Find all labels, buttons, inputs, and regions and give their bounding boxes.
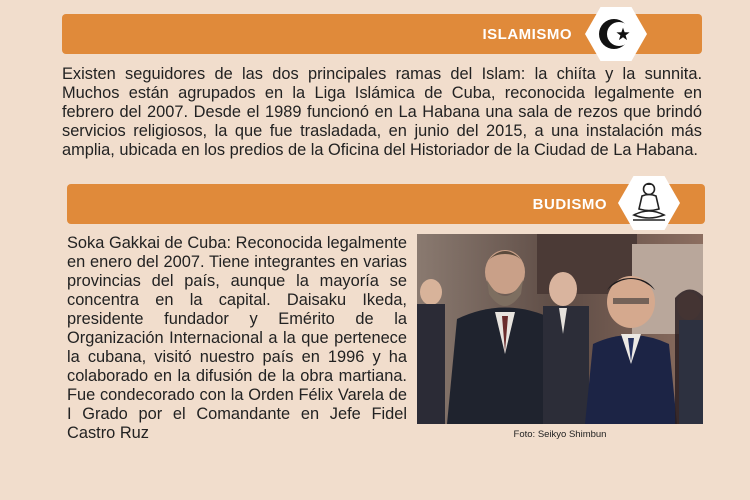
budismo-header-bar [67, 184, 705, 224]
islamismo-title: ISLAMISMO [482, 25, 572, 43]
budismo-title: BUDISMO [532, 195, 607, 213]
budismo-paragraph: Soka Gakkai de Cuba: Reconocida legalmente en enero del 2007. Tiene integrantes en varias provincias del país, aunque la mayoría se concentra en la capital. Daisaku Ikeda, presidente fundador y Emérito de la Organización Internacional a la que pertenece la cubana, visitó nuestro país en 1996 y ha colaborado en la difusión de la obra martiana. Fue condecorado con la Orden Félix Varela de I Grado por el Comandante en Jefe Fidel Castro Ruz [67, 234, 407, 442]
islamismo-paragraph: Existen seguidores de las dos principales ramas del Islam: la chiíta y la sunnita. Muchos están agrupados en la Liga Islámica de Cuba, reconocida legalmente en febrero del 2007. Desde el 1989 funcionó en La Habana una sala de rezos que brindó servicios religiosos, la que fue trasladada, en junio del 2015, a una instalación más amplia, ubicada en los predios de la Oficina del Historiador de la Ciudad de La Habana. [62, 65, 702, 159]
news-photo [417, 234, 703, 424]
photo-caption: Foto: Seikyo Shimbun [513, 429, 607, 440]
